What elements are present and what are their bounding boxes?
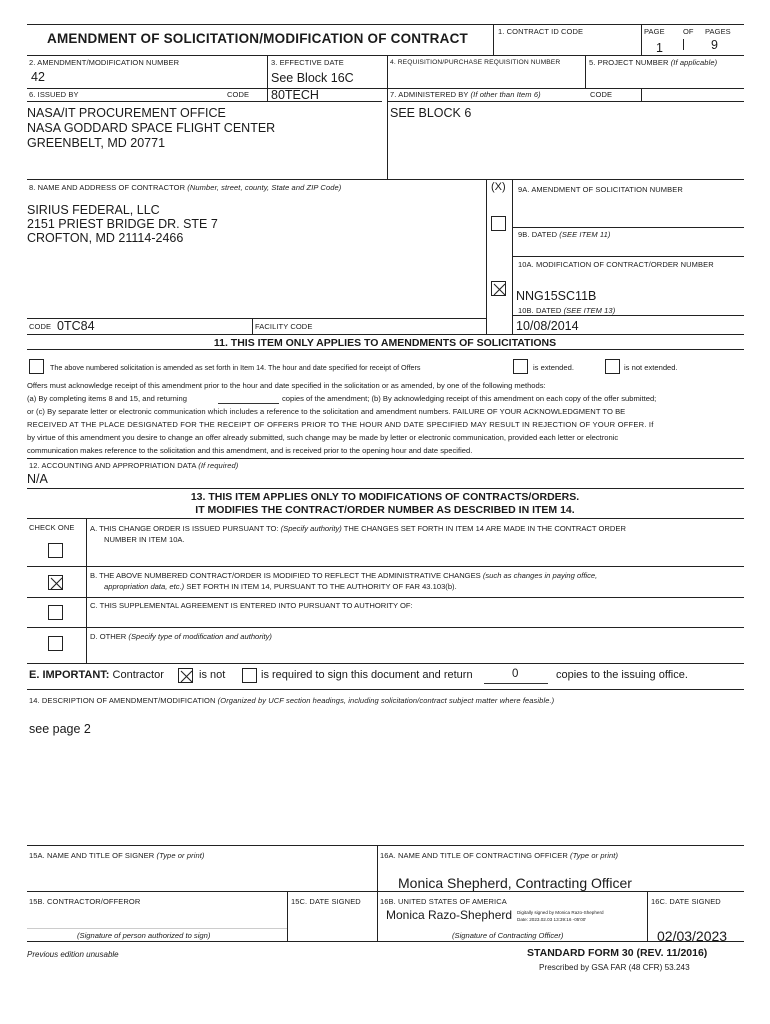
usa-16b-label: 16B. UNITED STATES OF AMERICA <box>380 897 507 906</box>
dated-10b-value: 10/08/2014 <box>516 319 579 333</box>
total-pages: 9 <box>711 38 718 52</box>
signer-15a-label: 15A. NAME AND TITLE OF SIGNER (Type or print) <box>29 851 205 860</box>
administered-by-label: 7. ADMINISTERED BY (If other than Item 6) <box>390 90 541 99</box>
pages-label: PAGES <box>705 27 731 36</box>
item-13-heading-1: 13. THIS ITEM APPLIES ONLY TO MODIFICATIONS OF CONTRACTS/ORDERS. <box>190 491 580 503</box>
date-15c-label: 15C. DATE SIGNED <box>291 897 361 906</box>
contractor-15b-label: 15B. CONTRACTOR/OFFEROR <box>29 897 141 906</box>
of-label: OF <box>683 27 694 36</box>
page-number: 1 <box>656 41 663 55</box>
item-11-para-2a: (a) By completing items 8 and 15, and returning <box>27 394 187 403</box>
contractor-code: 0TC84 <box>57 319 95 333</box>
issued-line-1: NASA/IT PROCUREMENT OFFICE <box>27 106 226 120</box>
description-label: 14. DESCRIPTION OF AMENDMENT/MODIFICATION (Organized by UCF section headings, including solicitation/contract subject matter where feasible.) <box>29 696 555 705</box>
check-x-icon <box>179 669 194 684</box>
item-13-heading-2: IT MODIFIES THE CONTRACT/ORDER NUMBER AS DESCRIBED IN ITEM 14. <box>195 504 575 516</box>
issued-line-2: NASA GODDARD SPACE FLIGHT CENTER <box>27 121 276 135</box>
item-11-para-2b: copies of the amendment; (b) By acknowledging receipt of this amendment on each copy of the offer submitted; <box>282 394 657 403</box>
is-not-checkbox[interactable] <box>178 668 193 683</box>
is-required-checkbox[interactable] <box>242 668 257 683</box>
check-x-icon <box>492 282 507 297</box>
item-13b-line-1: B. THE ABOVE NUMBERED CONTRACT/ORDER IS MODIFIED TO REFLECT THE ADMINISTRATIVE CHANGES (such as changes in paying office, <box>90 571 598 580</box>
dated-9b-label: 9B. DATED (SEE ITEM 11) <box>518 230 611 239</box>
effective-date-label: 3. EFFECTIVE DATE <box>271 58 344 67</box>
contract-id-label: 1. CONTRACT ID CODE <box>498 27 584 36</box>
extended-label: is extended. <box>533 363 574 372</box>
check-one-label: CHECK ONE <box>29 523 75 532</box>
item-13d-line-1: D. OTHER (Specify type of modification and authority) <box>90 632 272 641</box>
issued-by-label: 6. ISSUED BY <box>29 90 79 99</box>
signature-16-caption: (Signature of Contracting Officer) <box>452 931 564 940</box>
item-11-heading: 11. THIS ITEM ONLY APPLIES TO AMENDMENTS OF SOLICITATIONS <box>213 337 557 349</box>
modification-10a-label: 10A. MODIFICATION OF CONTRACT/ORDER NUMBER <box>518 260 714 269</box>
item-13a-line-2: NUMBER IN ITEM 10A. <box>104 535 185 544</box>
checkbox-13d[interactable] <box>48 636 63 651</box>
contractor-line-3: CROFTON, MD 21114-2466 <box>27 231 184 245</box>
item-11-para-1: Offers must acknowledge receipt of this amendment prior to the hour and date specified in the solicitation or as amended, by one of the following methods: <box>27 381 546 390</box>
prescribed-by-label: Prescribed by GSA FAR (48 CFR) 53.243 <box>539 963 690 972</box>
checkbox-13c[interactable] <box>48 605 63 620</box>
requisition-label: 4. REQUISITION/PURCHASE REQUISITION NUMBER <box>390 59 561 66</box>
item-11-para-4: RECEIVED AT THE PLACE DESIGNATED FOR THE RECEIPT OF OFFERS PRIOR TO THE HOUR AND DATE SPECIFIED MAY RESULT IN REJECTION OF YOUR OFFER. If <box>27 420 654 429</box>
contractor-line-1: SIRIUS FEDERAL, LLC <box>27 203 160 217</box>
is-required-label: is required to sign this document and return <box>261 669 473 681</box>
issued-line-3: GREENBELT, MD 20771 <box>27 136 166 150</box>
date-signed-16c: 02/03/2023 <box>657 928 728 944</box>
description-value: see page 2 <box>29 722 91 736</box>
project-number-label: 5. PROJECT NUMBER (If applicable) <box>589 58 718 67</box>
not-extended-checkbox[interactable] <box>605 359 620 374</box>
amendment-9a-label: 9A. AMENDMENT OF SOLICITATION NUMBER <box>518 185 683 194</box>
item-11-para-3: or (c) By separate letter or electronic communication which includes a reference to the solicitation and amendment numbers. FAILURE OF YOUR ACKNOWLEDGMENT TO BE <box>27 407 626 416</box>
dated-10b-label: 10B. DATED (SEE ITEM 13) <box>518 306 616 315</box>
contractor-code-label: CODE <box>29 322 52 331</box>
copies-label: copies to the issuing office. <box>556 669 688 681</box>
facility-code-label: FACILITY CODE <box>255 322 313 331</box>
issued-code: 80TECH <box>271 88 319 102</box>
officer-16a-label: 16A. NAME AND TITLE OF CONTRACTING OFFICER (Type or print) <box>380 851 619 860</box>
previous-edition-note: Previous edition unusable <box>27 950 119 959</box>
effective-date: See Block 16C <box>271 71 354 85</box>
administered-by-value: SEE BLOCK 6 <box>390 106 472 120</box>
modification-10a-number: NNG15SC11B <box>516 289 597 303</box>
amendment-number: 42 <box>31 70 45 84</box>
contracting-officer-name: Monica Shepherd, Contracting Officer <box>398 875 632 891</box>
checkbox-13a[interactable] <box>48 543 63 558</box>
checkbox-9a[interactable] <box>491 216 506 231</box>
digital-signature-note-2: Date: 2023.02.03 13:39:16 -05'00' <box>517 917 587 922</box>
important-label: E. IMPORTANT: Contractor <box>29 669 164 681</box>
not-extended-label: is not extended. <box>624 363 678 372</box>
signature-15-caption: (Signature of person authorized to sign) <box>77 931 211 940</box>
date-16c-label: 16C. DATE SIGNED <box>651 897 721 906</box>
extended-checkbox[interactable] <box>513 359 528 374</box>
accounting-value: N/A <box>27 472 48 486</box>
digital-signature-name: Monica Razo-Shepherd <box>386 908 513 922</box>
standard-form-label: STANDARD FORM 30 (REV. 11/2016) <box>527 947 708 959</box>
issued-code-label: CODE <box>227 90 250 99</box>
accounting-label: 12. ACCOUNTING AND APPROPRIATION DATA (If required) <box>29 461 239 470</box>
form-title: AMENDMENT OF SOLICITATION/MODIFICATION OF CONTRACT <box>47 31 468 46</box>
contractor-line-2: 2151 PRIEST BRIDGE DR. STE 7 <box>27 217 218 231</box>
item-11-checkbox[interactable] <box>29 359 44 374</box>
item-11-line-1: The above numbered solicitation is amended as set forth in Item 14. The hour and date specified for receipt of Offers <box>50 363 421 372</box>
item-11-para-5: by virtue of this amendment you desire to change an offer already submitted, such change may be made by letter or electronic communication, provided each letter or electronic <box>27 433 619 442</box>
admin-code-label: CODE <box>590 90 613 99</box>
is-not-label: is not <box>199 669 226 681</box>
page-label: PAGE <box>644 27 665 36</box>
contractor-label: 8. NAME AND ADDRESS OF CONTRACTOR (Number, street, county, State and ZIP Code) <box>29 183 342 192</box>
item-13a-line-1: A. THIS CHANGE ORDER IS ISSUED PURSUANT TO: (Specify authority) THE CHANGES SET FORTH IN ITEM 14 ARE MADE IN THE CONTRACT ORDER <box>90 524 626 533</box>
item-11-para-6: communication makes reference to the solicitation and this amendment, and is received prior to the opening hour and date specified. <box>27 446 473 455</box>
item-13b-line-2: appropriation data, etc.) SET FORTH IN ITEM 14, PURSUANT TO THE AUTHORITY OF FAR 43.103(b). <box>104 582 457 591</box>
copies-value: 0 <box>512 668 519 680</box>
x-column-label: (X) <box>491 181 506 193</box>
amendment-number-label: 2. AMENDMENT/MODIFICATION NUMBER <box>29 58 180 67</box>
checkbox-13b[interactable] <box>48 575 63 590</box>
item-13c-line-1: C. THIS SUPPLEMENTAL AGREEMENT IS ENTERED INTO PURSUANT TO AUTHORITY OF: <box>90 601 413 610</box>
digital-signature-note-1: Digitally signed by Monica Razo-Shepherd <box>517 910 604 915</box>
checkbox-10a[interactable] <box>491 281 506 296</box>
check-x-icon <box>49 576 64 591</box>
